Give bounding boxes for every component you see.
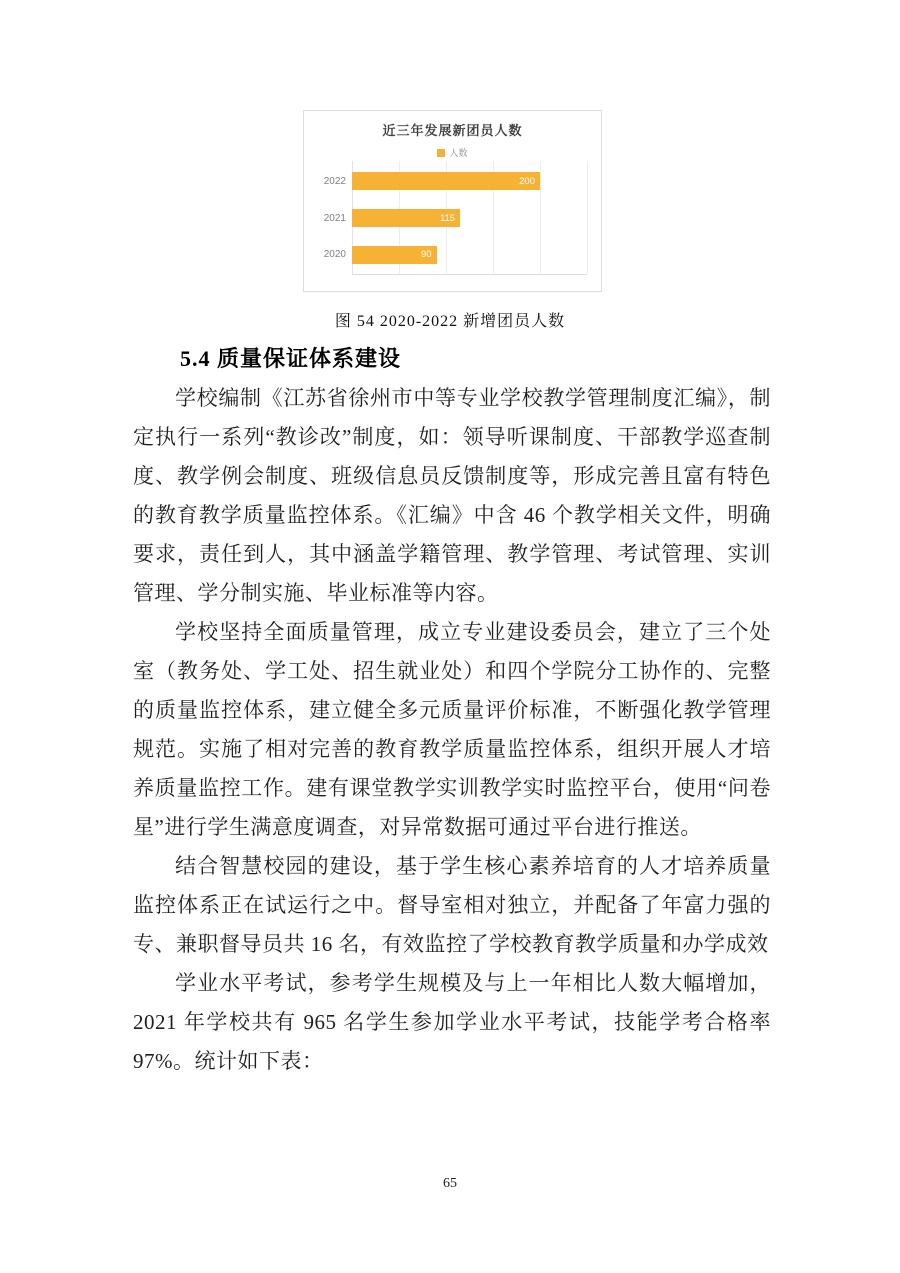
category-label: 2020 <box>323 249 346 261</box>
paragraph-2: 学校坚持全面质量管理，成立专业建设委员会，建立了三个处室（教务处、学工处、招生就业处）和四个学院分工协作的、完整的质量监控体系，建立健全多元质量评价标准，不断强化教学管理规范。实施了相对完善的教育教学质量监控体系，组织开展人才培养质量监控工作。建有课堂教学实训教学实时监控平台，使用“问卷星”进行学生满意度调查，对异常数据可通过平台进行推送。 <box>133 620 771 839</box>
page-number: 65 <box>443 1176 457 1191</box>
bar-2022 <box>352 172 540 190</box>
bar-row-2022 <box>314 163 587 200</box>
bar-track <box>352 172 587 190</box>
chart-plot <box>314 163 587 283</box>
bar-rows <box>314 163 587 273</box>
figure-caption: 图 54 2020-2022 新增团员人数 <box>334 313 566 330</box>
paragraph-1: 学校编制《江苏省徐州市中等专业学校教学管理制度汇编》，制定执行一系列“教诊改”制度，如：领导听课制度、干部教学巡查制度、教学例会制度、班级信息员反馈制度等，形成完善且富有特色的教育教学质量监控体系。《汇编》中含 46 个教学相关文件，明确要求，责任到人，其中涵盖学籍管理、教学管理、考试管理、实训管理、学分制实施、毕业标准等内容。 <box>133 386 771 605</box>
bar-row-2020 <box>314 236 587 273</box>
category-label: 2022 <box>323 175 346 187</box>
chart-legend <box>304 146 601 159</box>
bar-2021 <box>352 209 460 227</box>
section-heading: 5.4 质量保证体系建设 <box>180 346 402 371</box>
chart-card <box>303 110 602 292</box>
category-label: 2021 <box>323 212 346 224</box>
chart-title: 近三年发展新团员人数 <box>382 123 523 138</box>
body-text <box>133 379 771 1081</box>
legend-swatch-icon <box>437 149 445 157</box>
gridline <box>587 161 588 274</box>
bar-value-label: 90 <box>421 249 432 261</box>
paragraph-3: 结合智慧校园的建设，基于学生核心素养培育的人才培养质量监控体系正在试运行之中。督导室相对独立，并配备了年富力强的专、兼职督导员共 16 名，有效监控了学校教育教学质量和办学成效 <box>133 854 771 956</box>
bar-row-2021 <box>314 200 587 237</box>
bar-2020 <box>352 246 437 264</box>
bar-value-label: 115 <box>439 212 456 224</box>
legend-label: 人数 <box>449 148 468 158</box>
bar-track <box>352 246 587 264</box>
bar-track <box>352 209 587 227</box>
paragraph-4: 学业水平考试，参考学生规模及与上一年相比人数大幅增加，2021 年学校共有 965 名学生参加学业水平考试，技能学考合格率 97%。统计如下表： <box>133 971 771 1073</box>
bar-value-label: 200 <box>519 175 535 187</box>
